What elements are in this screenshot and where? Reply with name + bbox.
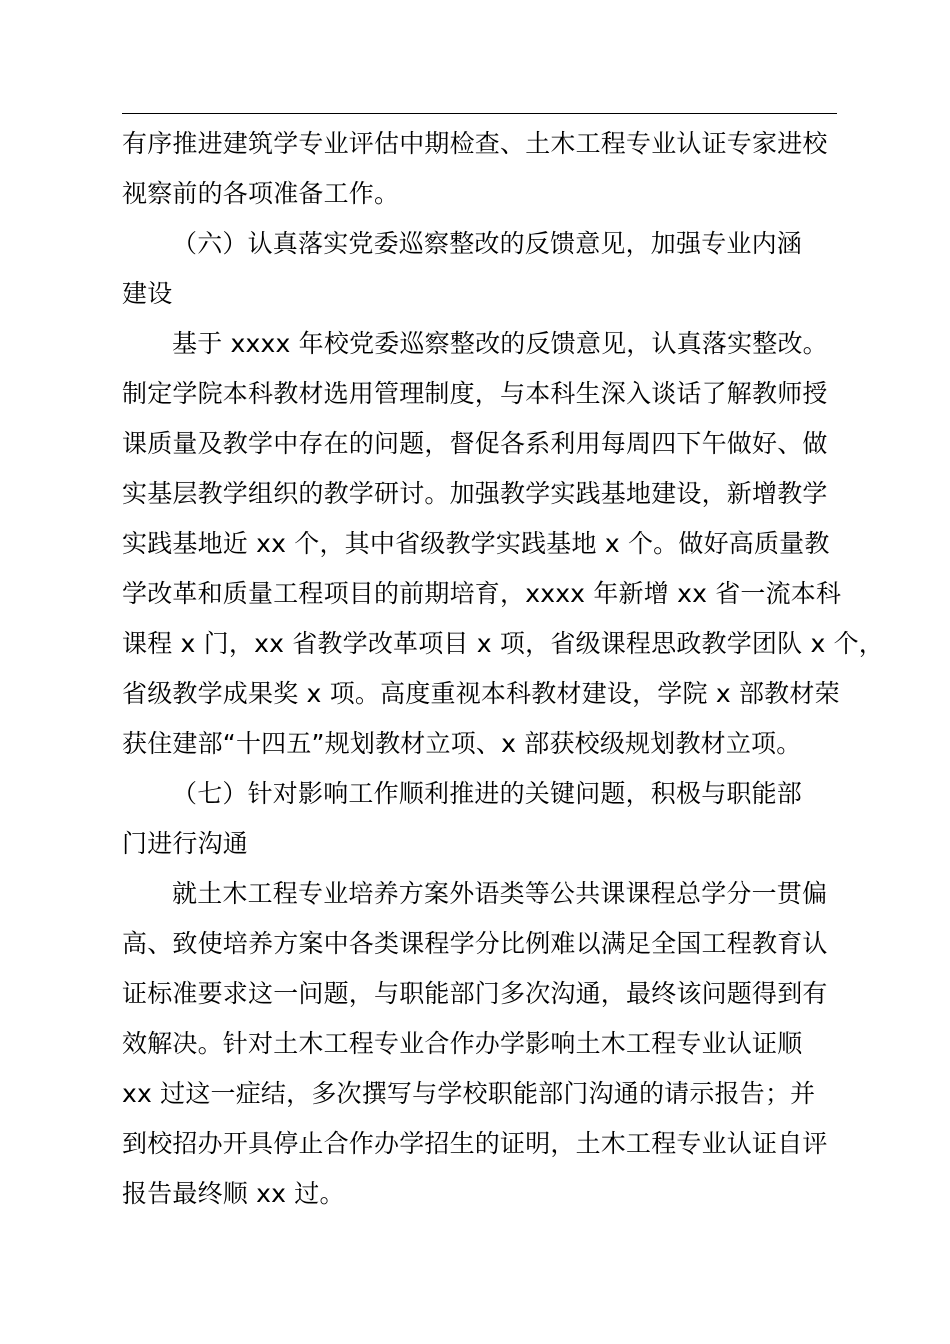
header-divider	[122, 113, 837, 114]
body-text-line: 课程 x 门，xx 省教学改革项目 x 项，省级课程思政教学团队 x 个，	[122, 629, 885, 658]
body-text-line: 报告最终顺 xx 过。	[122, 1179, 345, 1208]
body-text-line: 基于 xxxx 年校党委巡察整改的反馈意见，认真落实整改。	[172, 329, 828, 358]
body-text-line: 有序推进建筑学专业评估中期检查、土木工程专业认证专家进校	[122, 129, 828, 158]
body-text-line: 实践基地近 xx 个，其中省级教学实践基地 x 个。做好高质量教	[122, 529, 830, 558]
section-heading-6: （六）认真落实党委巡察整改的反馈意见，加强专业内涵	[172, 229, 803, 258]
body-text-line: 制定学院本科教材选用管理制度，与本科生深入谈话了解教师授	[122, 379, 828, 408]
body-text-line: 证标准要求这一问题，与职能部门多次沟通，最终该问题得到有	[122, 979, 828, 1008]
section-heading-6-cont: 建设	[122, 279, 173, 308]
body-text-line: 视察前的各项准备工作。	[122, 179, 400, 208]
body-text-line: xx 过这一症结，多次撰写与学校职能部门沟通的请示报告；并	[122, 1079, 816, 1108]
body-text-line: 高、致使培养方案中各类课程学分比例难以满足全国工程教育认	[122, 929, 828, 958]
body-text-line: 省级教学成果奖 x 项。高度重视本科教材建设，学院 x 部教材荣	[122, 679, 840, 708]
body-text-line: 实基层教学组织的教学研讨。加强教学实践基地建设，新增教学	[122, 479, 828, 508]
section-heading-7: （七）针对影响工作顺利推进的关键问题，积极与职能部	[172, 779, 803, 808]
body-text-line: 到校招办开具停止合作办学招生的证明，土木工程专业认证自评	[122, 1129, 828, 1158]
body-text-line: 学改革和质量工程项目的前期培育，xxxx 年新增 xx 省一流本科	[122, 579, 842, 608]
body-text-line: 课质量及教学中存在的问题，督促各系利用每周四下午做好、做	[122, 429, 828, 458]
section-heading-7-cont: 门进行沟通	[122, 829, 249, 858]
body-text-line: 获住建部“十四五”规划教材立项、x 部获校级规划教材立项。	[122, 729, 802, 758]
body-text-line: 就土木工程专业培养方案外语类等公共课课程总学分一贯偏	[172, 879, 828, 908]
body-text-line: 效解决。针对土木工程专业合作办学影响土木工程专业认证顺	[122, 1029, 803, 1058]
